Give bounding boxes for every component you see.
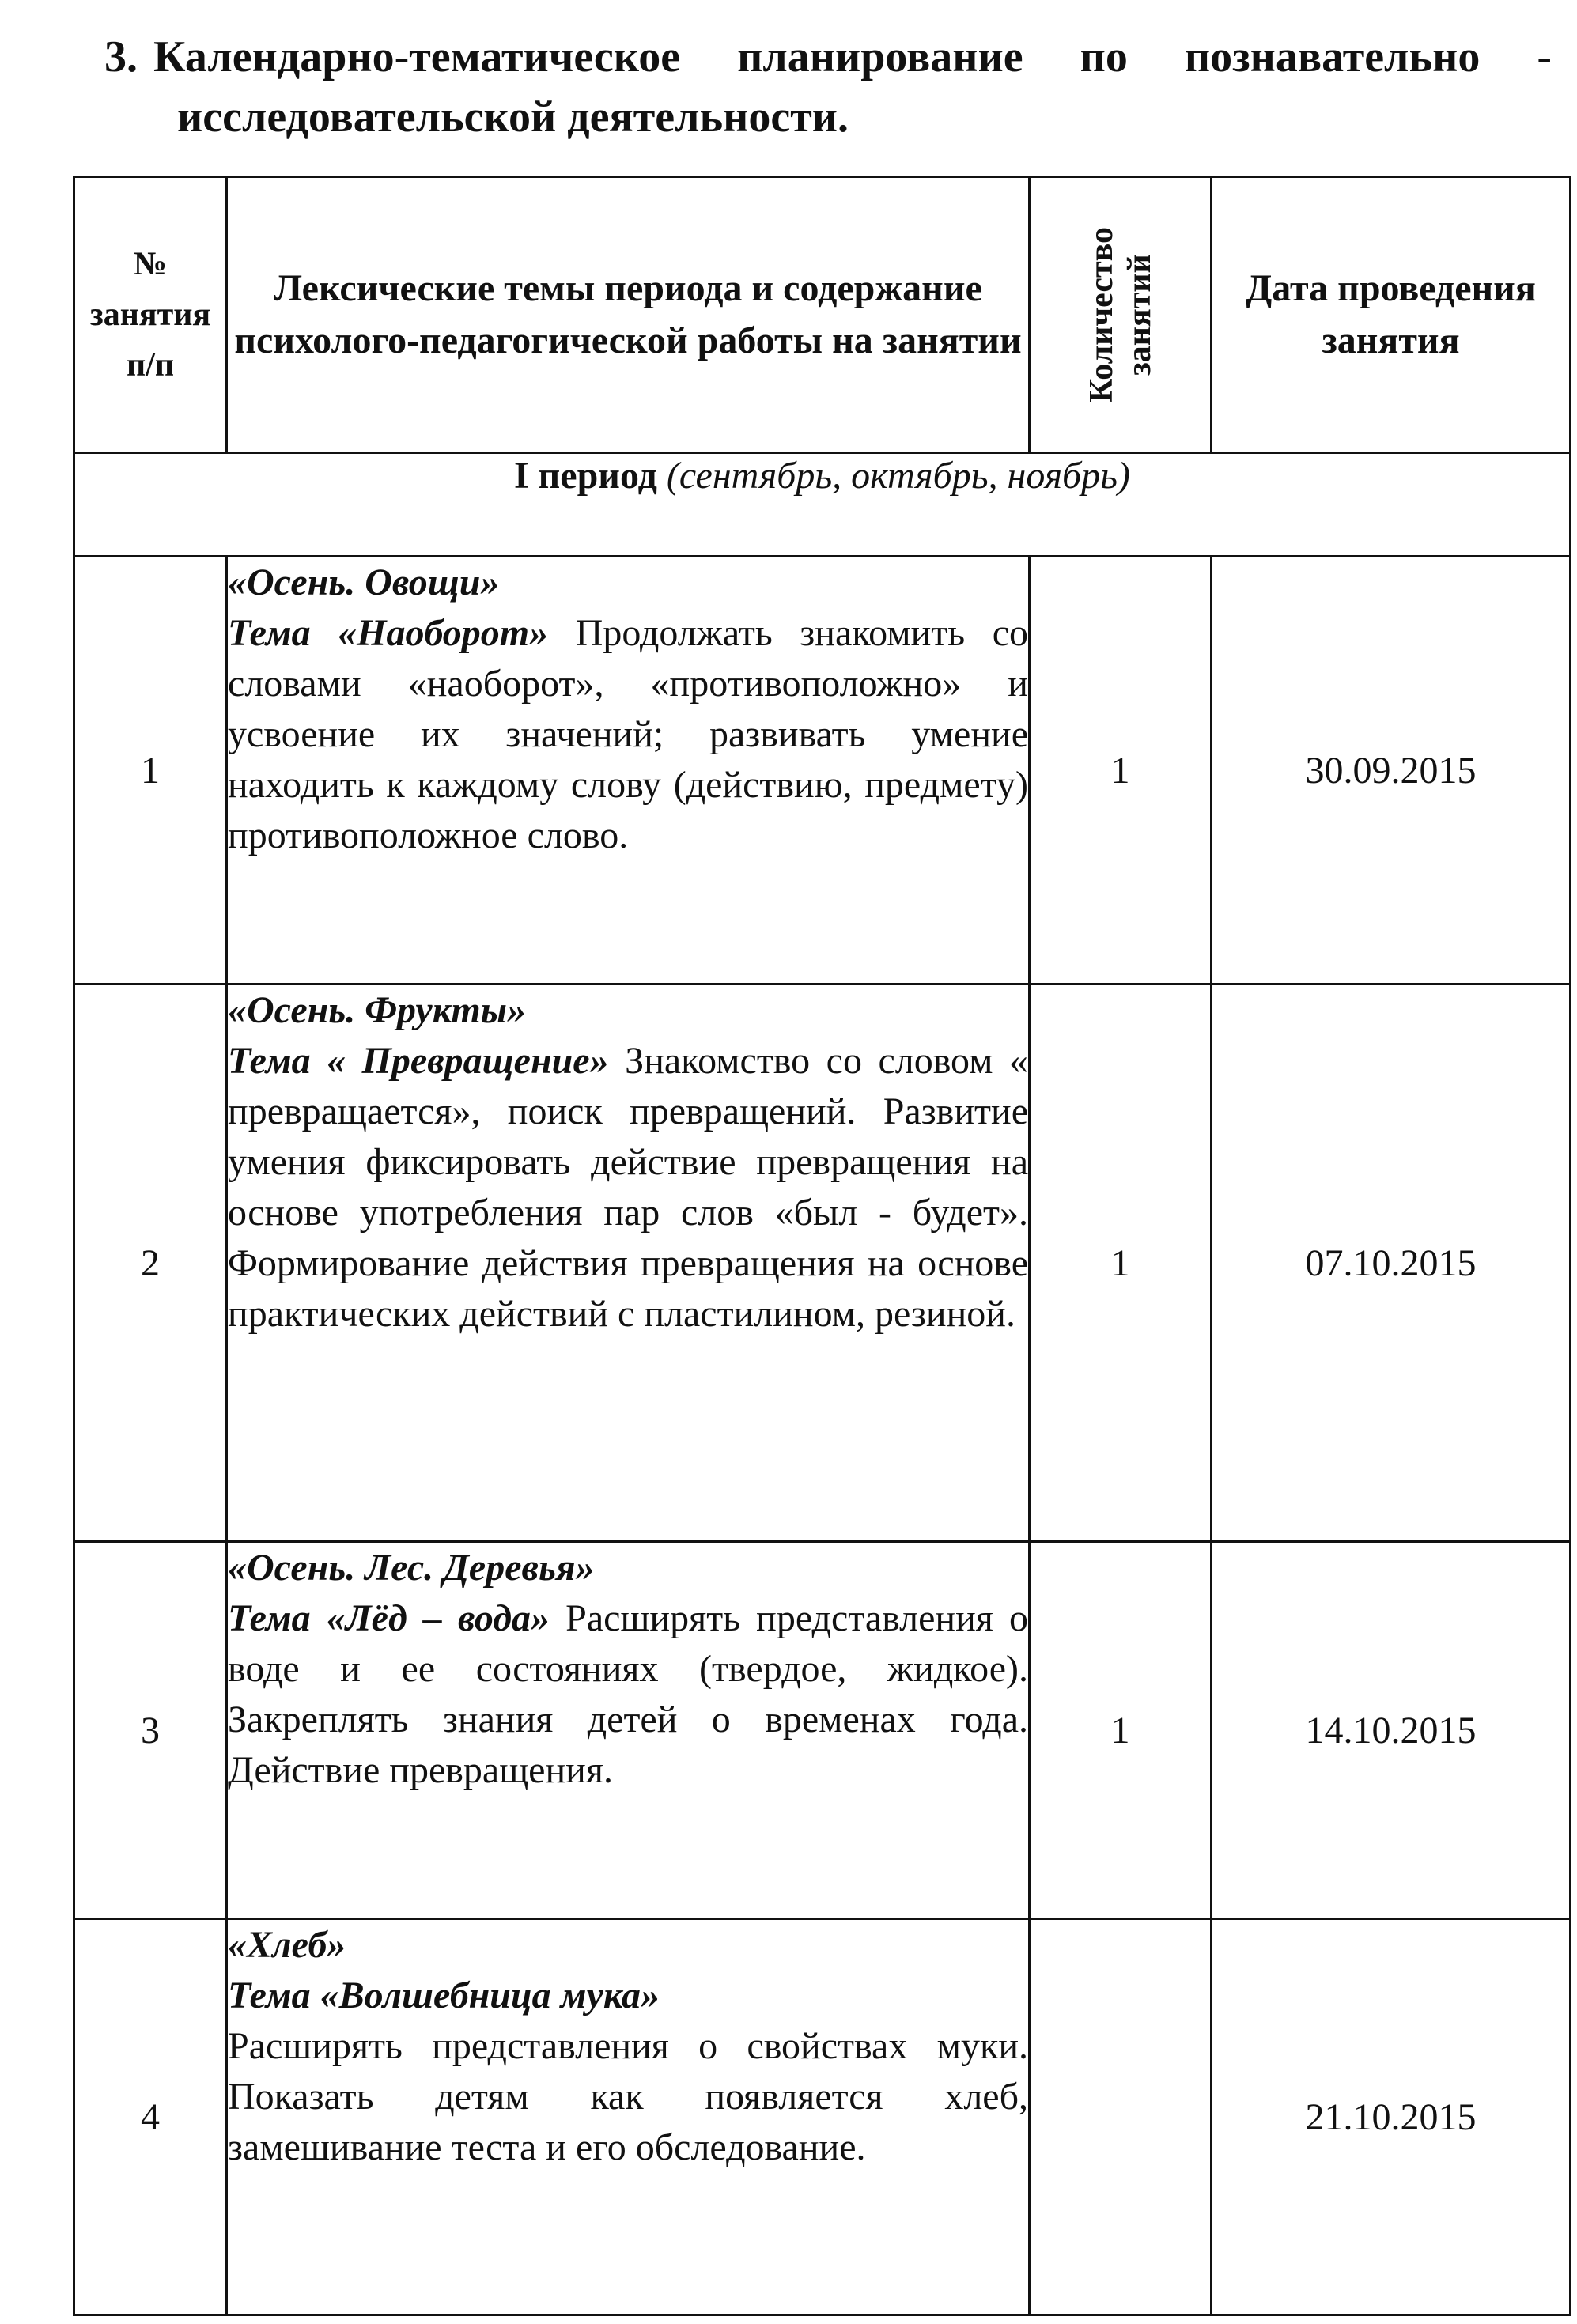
period-cell [74, 453, 1571, 557]
row-content [227, 1919, 1030, 2315]
row-count: 1 [1030, 984, 1212, 1542]
period-row [74, 453, 1571, 557]
lesson-description: Продолжать знакомить со словами «наоборот», «противоположно» и усвоение их значений; развивать умение находить к каждому слову (действию, предмету) противоположное слово. [228, 612, 1028, 856]
row-num: 2 [74, 984, 227, 1542]
row-date: 07.10.2015 [1212, 984, 1571, 1542]
lexical-topic: «Осень. Фрукты» [228, 989, 527, 1031]
table-row [74, 557, 1571, 984]
row-num: 4 [74, 1919, 227, 2315]
heading-line-2: исследовательской деятельности. [177, 93, 849, 142]
lesson-theme: Тема «Лёд – вода» [228, 1597, 550, 1639]
row-num: 3 [74, 1542, 227, 1919]
row-count: 1 [1030, 1542, 1212, 1919]
lexical-topic: «Хлеб» [228, 1924, 346, 1966]
lesson-theme: Тема «Волшебница мука» [228, 1974, 660, 2016]
section-heading [104, 27, 1552, 147]
header-topics: Лексические темы периода и содержание психолого-педагогической работы на занятии [227, 177, 1030, 453]
heading-word-4: познавательно [1184, 32, 1481, 81]
row-content [227, 557, 1030, 984]
row-content [227, 984, 1030, 1542]
heading-word-2: планирование [737, 32, 1023, 81]
lesson-description: Расширять представления о воде и ее состояниях (твердое, жидкое). Закреплять знания детей о временах года. Действие превращения. [228, 1597, 1029, 1791]
lexical-topic: «Осень. Овощи» [228, 561, 500, 603]
row-count [1030, 1919, 1212, 2315]
heading-word-1: Календарно-тематическое [153, 32, 681, 81]
row-date: 30.09.2015 [1212, 557, 1571, 984]
header-row [74, 177, 1571, 453]
lexical-topic: «Осень. Лес. Деревья» [228, 1547, 595, 1589]
heading-number: 3. [104, 32, 138, 81]
heading-line-1 [104, 27, 1552, 87]
header-date: Дата проведения занятия [1212, 177, 1571, 453]
row-num: 1 [74, 557, 227, 984]
plan-table [73, 176, 1571, 2316]
period-label: I период [513, 455, 657, 497]
table-row [74, 984, 1571, 1542]
header-count: Количество занятий [1030, 177, 1212, 453]
table-row [74, 1542, 1571, 1919]
row-content [227, 1542, 1030, 1919]
lesson-theme: Тема « Превращение» [228, 1040, 609, 1082]
lesson-description: Расширять представления о свойствах муки. Показать детям как появляется хлеб, замешивание теста и его обследование. [228, 2025, 1028, 2168]
row-date: 21.10.2015 [1212, 1919, 1571, 2315]
table-row [74, 1919, 1571, 2315]
lesson-theme: Тема «Наоборот» [228, 612, 549, 654]
row-count: 1 [1030, 557, 1212, 984]
header-num: № занятия п/п [74, 177, 227, 453]
period-months: (сентябрь, октябрь, ноябрь) [666, 455, 1131, 497]
heading-word-3: по [1080, 32, 1128, 81]
lesson-description: Знакомство со словом « превращается», поиск превращений. Развитие умения фиксировать действие превращения на основе употребления пар слов «был - будет». Формирование действия превращения на основе практических действий с пластилином, резиной. [228, 1040, 1029, 1335]
heading-word-5: - [1537, 32, 1552, 81]
row-date: 14.10.2015 [1212, 1542, 1571, 1919]
